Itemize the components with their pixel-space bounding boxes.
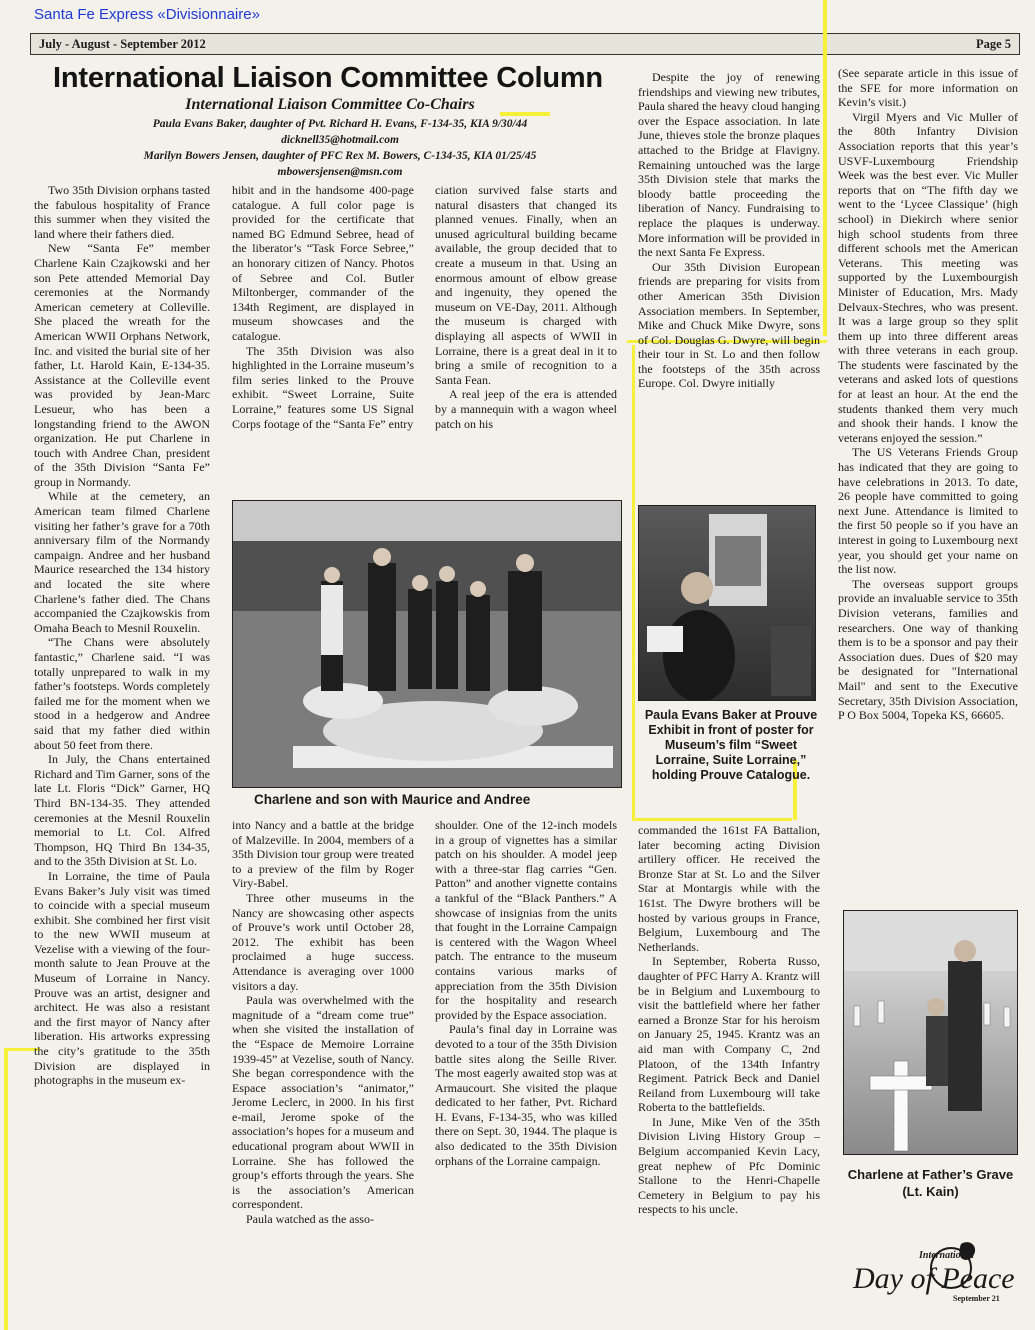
- paragraph: Paula watched as the asso-: [246, 1212, 374, 1227]
- chair-line-2: Marilyn Bowers Jensen, daughter of PFC Rex M. Bowers, C-134-35, KIA 01/25/45: [143, 150, 537, 162]
- photo-paula-exhibit: [638, 505, 816, 701]
- highlight-mark: [823, 0, 827, 336]
- column-2-bottom: [232, 818, 414, 1298]
- paragraph: The 35th Division was also highlighted in the Lorraine museum’s film series linked to the Prouve exhibit. “Sweet Lorraine, Suite Lorraine,” features some US Signal Corps footage of the “Santa Fe” entry: [232, 343, 414, 431]
- paragraph: In July, the Chans entertained Richard and Tim Garner, sons of the late Lt. Floris “Dick” Garner, HQ Third BN-134-35. They attended ceremonies at the Mesnil Rouxelin memorial to Lt. Col. Alfred Thompson, HQ Third Bn 134-35, and to the 35th Division at St. Lo.: [34, 752, 210, 869]
- column-3-top: [435, 183, 617, 483]
- highlight-mark: [632, 345, 635, 820]
- chair-line-1: Paula Evans Baker, daughter of Pvt. Richard H. Evans, F-134-35, KIA 9/30/44: [152, 118, 528, 130]
- column-5: [838, 66, 1018, 906]
- group-photo-illustration: [233, 501, 622, 788]
- paragraph: Paula was overwhelmed with the magnitude of a “dream come true” when she visited the installation of the “Espace de Memoire Lorraine 1939-45” at Vezelise, south of Nancy. She began correspondence with the Espace association’s “animator,” Jerome Leclerc, in 2000. In his first e-mail, Jerome spoke of the association’s hopes for a museum and educational program about WWII in Lorraine. She has followed the group’s efforts through the years. She is the association’s American correspondent.: [232, 993, 414, 1212]
- column-2-top: [232, 183, 414, 483]
- paragraph: Two 35th Division orphans tasted the fabulous hospitality of France this summer when they visited the land where their fathers died.: [34, 183, 210, 241]
- issue-date: July - August - September 2012: [39, 36, 206, 51]
- logo-international: International: [919, 1250, 975, 1261]
- page-header: [30, 33, 1020, 55]
- paragraph: New “Santa Fe” member Charlene Kain Czajkowski and her son Pete attended Memorial Day ceremonies at the Normandy American cemetery at Colleville. She placed the wreath for the American WWII Orphans Network, Inc. and visited the burial site of her father, Lt. Harold Kain, E-134-35. Assistance at the Colleville event was provided by Jean-Marc Lesueur, who has been a longstanding friend to the AWON organization. He put Charlene in touch with Andree Chan, president of the 35th Division “Santa Fe” group in Normandy.: [34, 241, 210, 489]
- chair-email-2: mbowersjensen@msn.com: [277, 166, 403, 178]
- paragraph: In Lorraine, the time of Paula Evans Baker’s July visit was timed to coincide with a special museum exhibit. She combined her first visit to the new WWII museum at Vezelise with a viewing of the four-month salute to Jean Prouve at the Museum of Lorraine in Nancy. Prouve was an artist, designer and architect. He was also a resistant and the first mayor of Nancy after liberation. His artworks expressing the city’s gratitude to the 35th Division are displayed in photographs in the museum ex-: [34, 868, 210, 1088]
- paragraph: hibit and in the handsome 400-page catalogue. A full color page is provided for the certificate that named BG Edmund Sebree, head of the liberator’s “Task Force Sebree,” an honorary citizen of Nancy. Photos of Sebree and Col. Butler Miltonberger, commander of the 134th Regiment, are displayed in museum showcases and the catalogue.: [232, 183, 414, 343]
- paragraph: Three other museums in the Nancy are showcasing other aspects of Prouve’s work until October 28, 2012. The exhibit has been proclaimed a huge success. Attendance is averaging over 1000 visitors a day.: [232, 890, 414, 993]
- paragraph: Paula’s final day in Lorraine was devoted to a tour of the 35th Division battle sites along the Seille River. The most eagerly awaited stop was at Armaucourt. She visited the plaque dedicated to her father, Pvt. Richard H. Evans, F-134-35, who was killed there on Sept. 30, 1944. The plaque is also dedicated to the 35th Division orphans of the Lorraine campaign.: [435, 1022, 617, 1168]
- paragraph: A real jeep of the era is attended by a mannequin with a wagon wheel patch on his: [435, 387, 617, 431]
- photo-grave: [843, 910, 1018, 1155]
- paragraph: shoulder. One of the 12-inch models in a group of vignettes has a similar patch on his shoulder. A model jeep with a three-star flag carries “Gen. Patton” and another vignette contains a tankful of the “Black Panthers.” A showcase of insignias from the units that fought in the Lorraine Campaign is centered with the Wagon Wheel patch. The entrance to the museum contains various marks of appreciation from the 35th Division for the hospitality and research provided by the Espace association.: [435, 818, 617, 1022]
- paragraph: (See separate article in this issue of the SFE for more information on Kevin’s visit.): [838, 66, 1018, 110]
- column-4-top: [638, 70, 820, 490]
- highlight-mark: [632, 818, 792, 821]
- paragraph: into Nancy and a battle at the bridge of Malzeville. In 2004, members of a 35th Division tour group were treated to a preview of the film by Roger Viry-Babel.: [232, 818, 414, 891]
- logo-day-of-peace: Day of Peace: [853, 1262, 1015, 1295]
- photo-charlene-group: [232, 500, 622, 788]
- column-1: [34, 183, 210, 1298]
- paragraph: While at the cemetery, an American team filmed Charlene visiting her father’s grave for a 70th anniversary film of the Normandy campaign. Andree and her husband Maurice researched the 134 history and located the site where Charlene’s father died. The Chans accompanied the Czajkowskis from Omaha Beach to Mesnil Rouxelin.: [34, 489, 210, 635]
- paragraph: commanded the 161st FA Battalion, later becoming acting Division artillery officer. He received the Bronze Star at St. Lo and the Silver Star at Montargis while with the 161st. The Dwyre brothers will be hosted by various groups in France, Belgium, Luxembourg and The Netherlands.: [638, 823, 820, 954]
- page-number: Page 5: [975, 36, 1011, 51]
- paragraph: Our 35th Division European friends are preparing for visits from other American 35th Division Association members. In September, Mike and Chuck Mike Dwyre, sons of Col. Douglas G. Dwyre, will begin their tour in St. Lo and then follow the footsteps of the 35th across Europe. Col. Dwyre initially: [638, 259, 820, 391]
- day-of-peace-logo: [843, 1238, 1018, 1308]
- paragraph: In June, Mike Ven of the 35th Division Living History Group – Belgium accompanied Kevin Lacy, great nephew of Pfc Dominic Stallone to the Henri-Chapelle Cemetery in Belgium to pay his respects to his uncle.: [638, 1114, 820, 1217]
- paragraph: Despite the joy of renewing friendships and viewing new tributes, Paula shared the heavy cloud hanging over the Espace association. In late June, thieves stole the bronze plaques attached to the Bridge at Flavigny. Remaining untouched was the large 35th Division stele that marks the bloody battle proceeding the liberation of Nancy. Fundraising to replace the plaques is underway. More information will be provided in the next Santa Fe Express.: [638, 70, 820, 260]
- paragraph: The overseas support groups provide an invaluable service to 35th Division veterans, families and researchers. One way of thanking them is to be a sponsor and pay their Association dues. Dues of $20 may be designated for "International Mail" and sent to the Executive Secretary, 35th Division Association, P O Box 5004, Topeka KS, 66605.: [838, 576, 1018, 723]
- paragraph: ciation survived false starts and natural disasters that changed its planned venues. Finally, when an unused agricultural building became available, the group decided that to create a museum in that. Using an enormous amount of elbow grease and ingenuity, they opened the museum on VE-Day, 2011. Although the museum is charged with displaying all aspects of WWII in Lorraine, there is a great deal in it to bring a smile of recognition to a Santa Fean.: [435, 183, 617, 387]
- column-4-bottom: [638, 823, 820, 1303]
- highlight-mark: [4, 1048, 8, 1330]
- paragraph: The US Veterans Friends Group has indicated that they are going to have celebrations in 2013. To date, 26 people have committed to going next June. Attendance is limited to the first 50 people so if you have an interest in going to Luxembourg next year, you should get your name on the list now.: [838, 445, 1018, 577]
- grave-photo-illustration: [844, 911, 1018, 1155]
- paragraph: In September, Roberta Russo, daughter of PFC Harry A. Krantz will be in Belgium and Luxembourg to visit the battlefield where her father earned a Bronze Star for his heroism on January 25, 1945. Krantz was an aid man with Company C, 2nd Platoon, of the 134th Infantry Regiment. Patrick Beck and Daniel Reiland from Luxembourg will take Roberta to the battlefields.: [638, 954, 820, 1115]
- column-title: International Liaison Committee Column: [53, 62, 603, 94]
- paragraph: “The Chans were absolutely fantastic,” Charlene said. “I was totally unprepared to walk in my father’s footsteps. Words completely failed me for the moment when we stood in a hedgerow and Andree said that my father died within about 50 feet from there.: [34, 635, 210, 752]
- caption-paula-photo: Paula Evans Baker at Prouve Exhibit in front of poster for Museum’s film “Sweet Lorraine, Suite Lorraine,” holding Prouve Catalogue.: [644, 708, 818, 782]
- caption-grave-photo: Charlene at Father’s Grave (Lt. Kain): [847, 1167, 1014, 1199]
- logo-date: September 21: [953, 1294, 1000, 1303]
- paula-photo-illustration: [639, 506, 816, 701]
- source-label: Santa Fe Express «Divisionnaire»: [34, 6, 260, 23]
- chair-email-1: dicknell35@hotmail.com: [281, 134, 399, 146]
- caption-main-photo: Charlene and son with Maurice and Andree: [254, 792, 531, 807]
- column-3-bottom: [435, 818, 617, 1298]
- paragraph: Virgil Myers and Vic Muller of the 80th Infantry Division Association reports that this year’s USVF-Luxembourg Friendship Week was the best ever. Vic Muller reports that on “The fifth day we went to the ‘Lycee Classique’ (high school) in Diekirch where senior high school students from three different schools met the American Veterans. This meeting was supported by the Luxembourgish Minister of Education, Mrs. Mady Delvaux-Stechres, who was present. It was a large group so they split them up into three different areas with three veterans in each group. The students were fascinated by the veterans and asked lots of questions for at least an hour. At the end the students thanked them very much and shook their hands. I know the veterans enjoyed the session.”: [838, 109, 1018, 445]
- column-subtitle: International Liaison Committee Co-Chairs: [185, 96, 475, 113]
